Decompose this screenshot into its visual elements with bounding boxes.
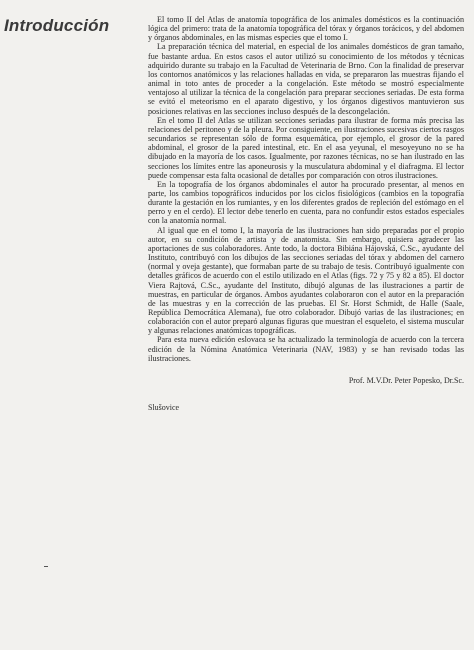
author-signature: Prof. M.V.Dr. Peter Popesko, Dr.Sc. <box>348 375 464 385</box>
paragraph: Para esta nueva edición eslovaca se ha actualizado la terminología de acuerdo con la tercera edición de la Nómina Anatómica Veterinaria (NAV, 1983) y se han revisado todas las ilustraciones. <box>148 335 464 363</box>
place-name: Slušovice <box>148 403 180 412</box>
introduction-text <box>148 15 464 385</box>
paragraph: En el tomo II del Atlas se utilizan secciones seriadas para ilustrar de forma más precisa las relaciones del peritoneo y de la pleura. Por consiguiente, en ilustraciones sucesivas ciertos rasgos secundarios se representan sólo de forma esquemática, por ejemplo, el grosor de la pared abdominal, el grosor de la pared intestinal, etc. En el asa yeyunal, el mesoyeyuno no se ha dibujado en la mayoría de los casos. Igualmente, por razones técnicas, no se han ilustrado en las secciones los límites entre las aponeurosis y la musculatura abdominal y el diafragma. El lector puede compensar esta falta ocasional de detalles por comparación con otros ilustraciones. <box>148 115 464 180</box>
page-title: Introducción <box>4 16 110 35</box>
paragraph: El tomo II del Atlas de anatomía topográfica de los animales domésticos es la continuación lógica del primero: trata de la anatomía topográfica del tórax y órganos torácicos, y del abdomen y órganos abdominales, en las mismas especies que el tomo I. <box>148 15 464 43</box>
paragraph: La preparación técnica del material, en especial de los animales domésticos de gran tamaño, fue bastante ardua. En estos casos el autor utilizó su conocimiento de los métodos y técnicas adquirido durante su trabajo en la Facultad de Veterinaria de Brno. Con la finalidad de preservar los contornos anatómicos y las relaciones halladas en vida, se prepararon las muestras fijando el animal in toto antes de proceder a la congelación. Este método se mostró especialmente ventajoso al utilizar la técnica de la congelación para preparar secciones seriadas. De esta forma se evitó el meteorismo en el aparato digestivo, y los órganos digestivos mantuvieron sus posiciones relativas en las secciones incluso después de la descongelación. <box>148 42 464 116</box>
paragraph: En la topografía de los órganos abdominales el autor ha procurado presentar, al menos en parte, los cambios topográficos inducidos por los ciclos fisiológicos (cambios en la topografía durante la gestación en los rumiantes, y en los diferentes grados de repleción del estómago en el perro y en el cerdo). El lector debe tenerlo en cuenta, para no confundir estos estados especiales con la anatomía normal. <box>148 179 464 226</box>
page-mark <box>44 566 48 567</box>
paragraph: Al igual que en el tomo I, la mayoría de las ilustraciones han sido preparadas por el propio autor, en su condición de artista y de anatomista. Sin embargo, quisiera agradecer las aportaciones de sus colaboradores. Ante todo, la doctora Bibiána Hájovská, C.Sc., ayudante del Instituto, contribuyó con los dibujos de las secciones seriadas del tórax y abdomen del carnero (normal y oveja gestante), que formaban parte de su trabajo de tesis. Contribuyó igualmente con detalles gráficos de acuerdo con el estilo utilizado en el Atlas (figs. 72 y 75 y 82 a 85). El doctor Viera Rajtová, C.Sc., ayudante del Instituto, dibujó algunas de las ilustraciones a partir de muestras, en particular de órganos. Ambos ayudantes colaboraron con el autor en la preparación de las muestras y en la corrección de las pruebas. El Sr. Horst Schmidt, de Halle (Saale, República Democrática Alemana), fue otro colaborador. Dibujó varias de las ilustraciones; en colaboración con el autor preparó algunas figuras que muestran el esqueleto, el sistema muscular y algunas relaciones anatómicas topográficas. <box>148 225 464 336</box>
